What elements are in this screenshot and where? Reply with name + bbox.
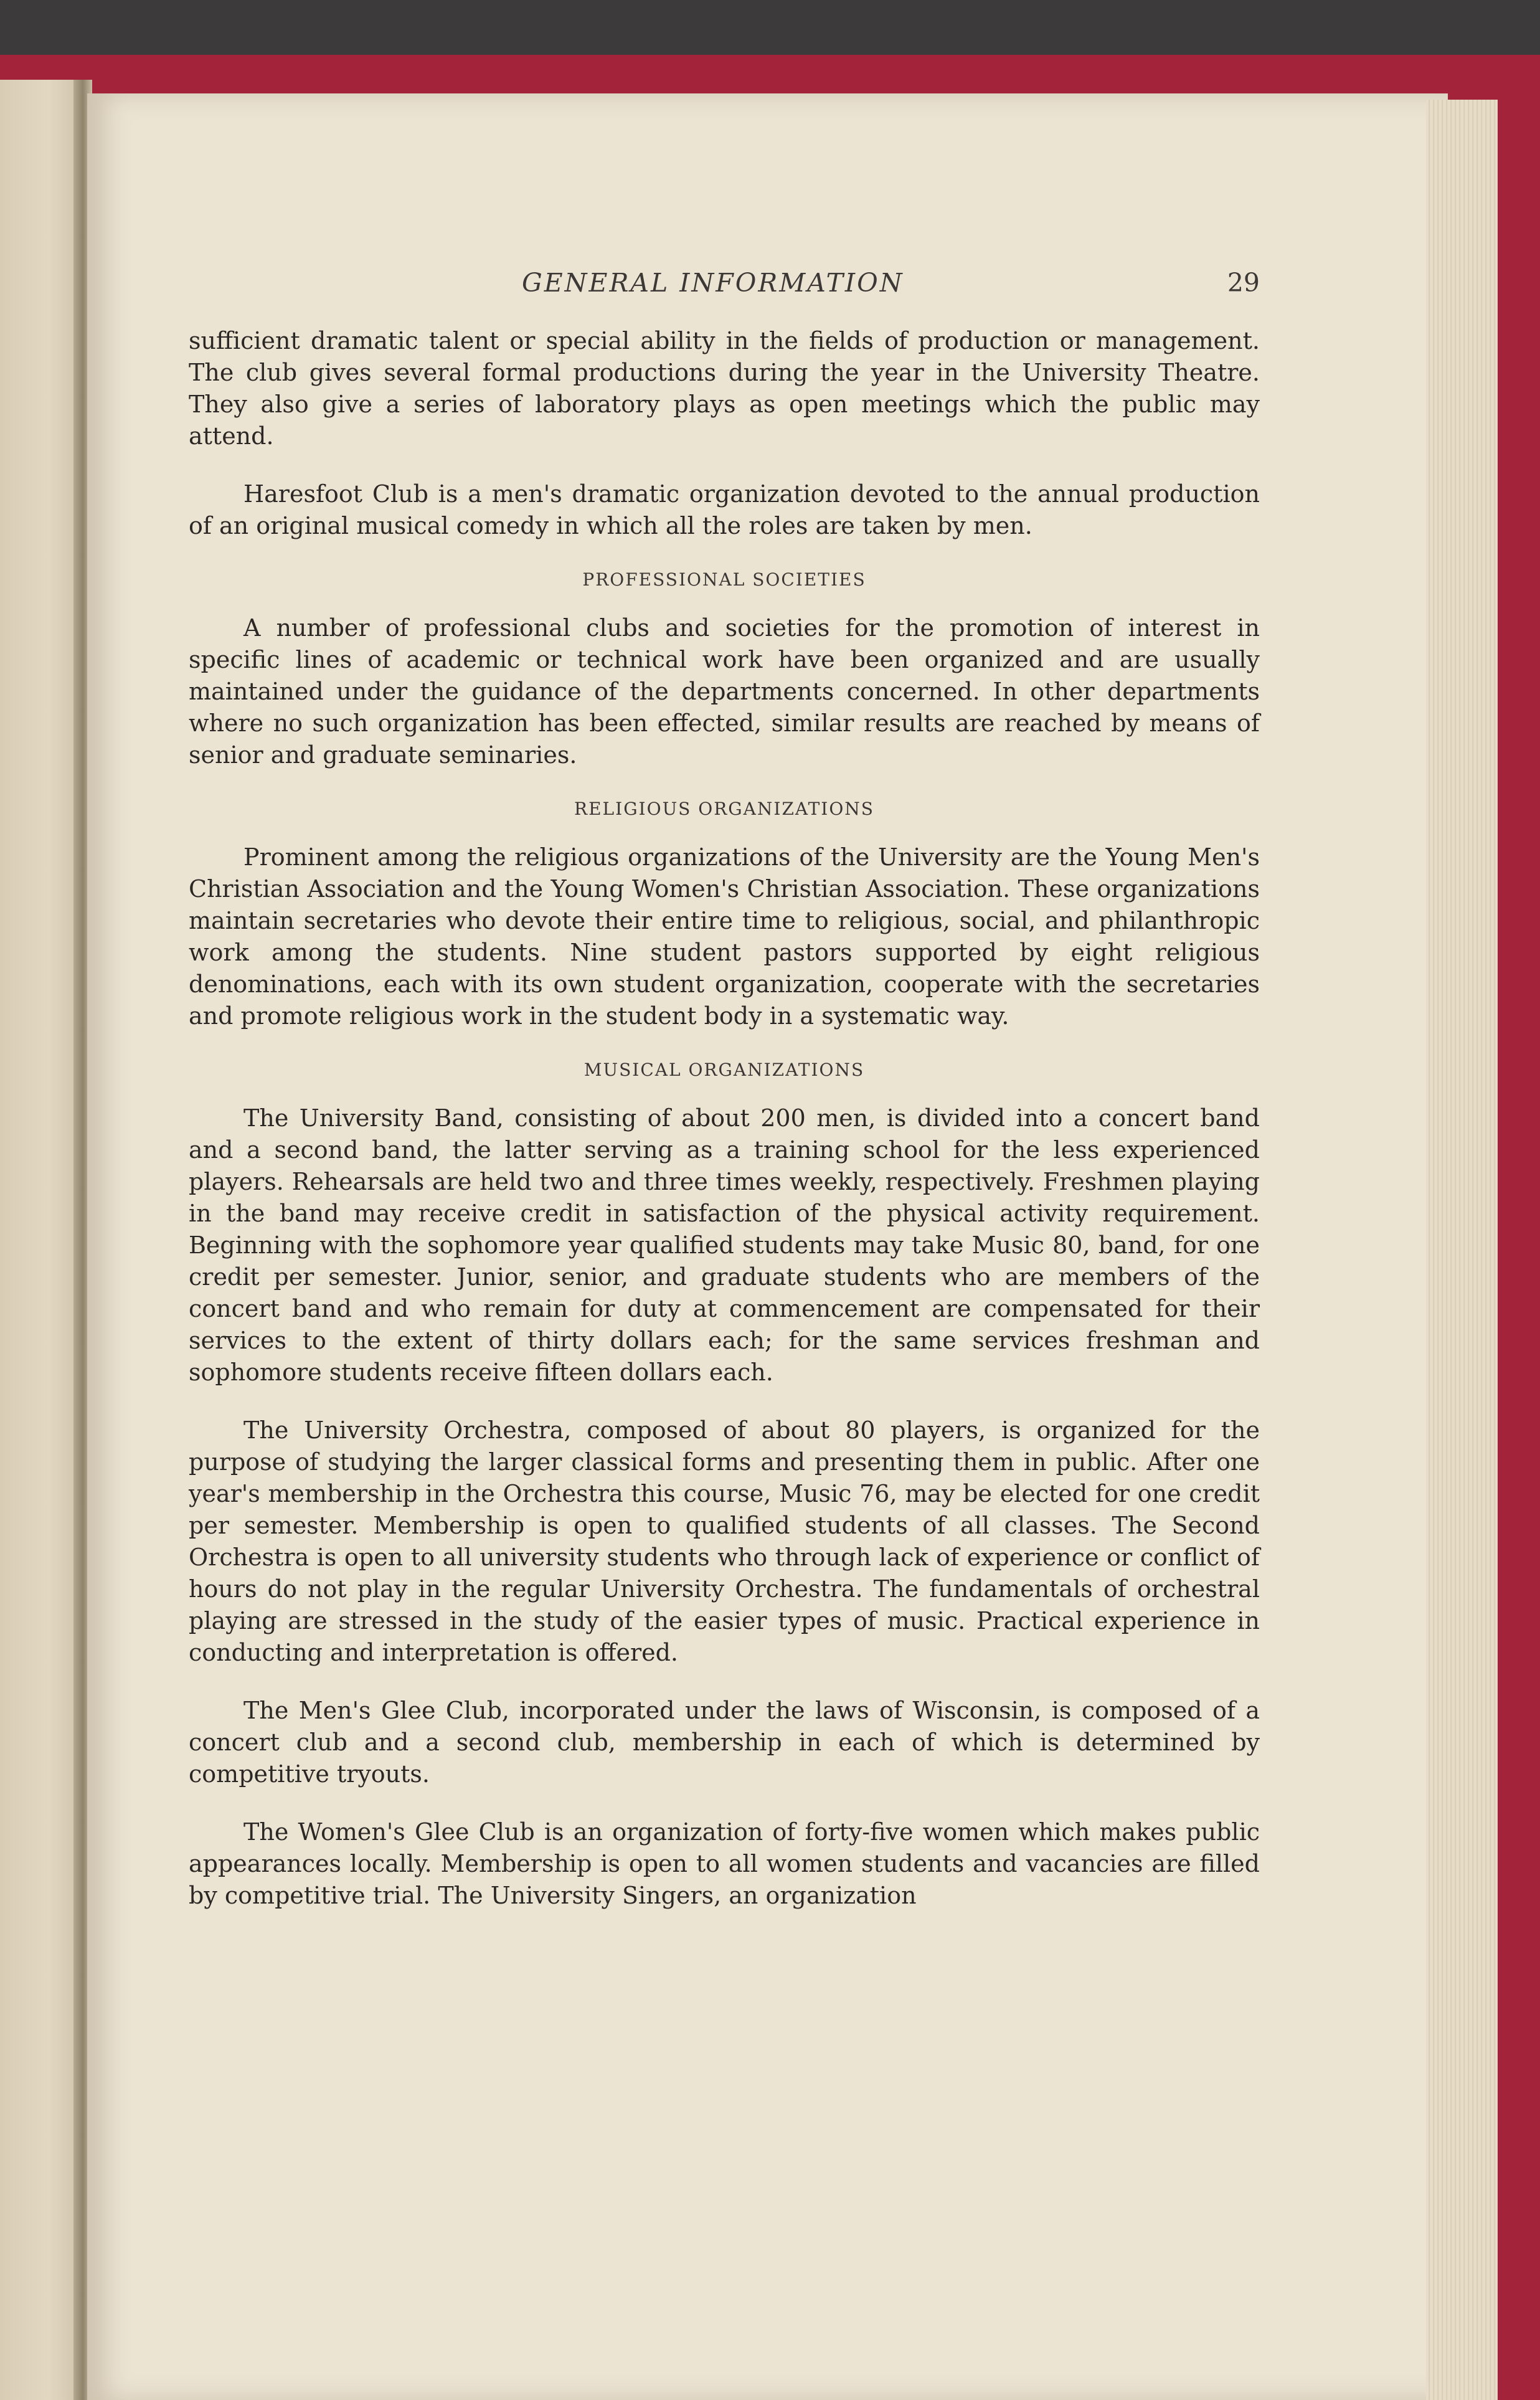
heading-religious-organizations: RELIGIOUS ORGANIZATIONS <box>574 799 874 819</box>
page-number: 29 <box>1227 268 1260 298</box>
paragraph-professional-societies: A number of professional clubs and societies for the promotion of interest in specific lines of academic or technical work have been organized and are usually maintained under the guidance of the departments concerned. In other departments where no such organization has been effected, similar results are reached by means of senior and graduate seminaries. <box>189 614 1260 769</box>
paragraph-religious-organizations: Prominent among the religious organizations of the University are the Young Men's Christian Association and the Young Women's Christian Association. These organizations maintain secretaries who devote their entire time to religious, social, and philanthropic work among the students. Nine student pastors supported by eight religious denominations, each with its own student organization, cooperate with the secretaries and promote religious work in the student body in a systematic way. <box>189 843 1260 1030</box>
page-stack-edges <box>1426 100 1498 2400</box>
paragraph-haresfoot: Haresfoot Club is a men's dramatic organization devoted to the annual production of an original musical comedy in which all the roles are taken by men. <box>189 480 1260 539</box>
page-text <box>189 262 1260 1938</box>
background-strip <box>0 0 1540 62</box>
heading-professional-societies: PROFESSIONAL SOCIETIES <box>582 569 866 590</box>
running-title: GENERAL INFORMATION <box>522 268 904 298</box>
paragraph-dramatic-continuation: sufficient dramatic talent or special ability in the fields of production or management. The club gives several formal productions during the year in the University Theatre. They also give a series of laboratory plays as open meetings which the public may attend. <box>189 327 1260 450</box>
paragraph-university-orchestra: The University Orchestra, composed of about 80 players, is organized for the purpose of studying the larger classical forms and presenting them in public. After one year's membership in the Orchestra this course, Music 76, may be elected for one credit per semester. Membership is open to qualified students of all classes. The Second Orchestra is open to all university students who through lack of experience or conflict of hours do not play in the regular University Orchestra. The fundamentals of orchestral playing are stressed in the study of the easier types of music. Practical experience in conducting and interpretation is offered. <box>189 1416 1260 1666</box>
paragraph-womens-glee-club: The Women's Glee Club is an organization of forty-five women which makes public appearances locally. Membership is open to all women students and vacancies are filled by competitive trial. The University Singers, an organization <box>189 1818 1260 1909</box>
heading-musical-organizations: MUSICAL ORGANIZATIONS <box>583 1060 865 1080</box>
paragraph-university-band: The University Band, consisting of about 200 men, is divided into a concert band and a second band, the latter serving as a training school for the less experienced players. Rehearsals are held two and three times weekly, respectively. Freshmen playing in the band may receive credit in satisfaction of the physical activity requirement. Beginning with the sophomore year qualified students may take Music 80, band, for one credit per semester. Junior, senior, and graduate students who are members of the concert band and who remain for duty at commencement are compensated for their services to the extent of thirty dollars each; for the same services freshman and sophomore students receive fifteen dollars each. <box>189 1104 1260 1386</box>
facing-page-edge <box>0 80 81 2400</box>
running-head <box>189 262 1260 299</box>
paragraph-mens-glee-club: The Men's Glee Club, incorporated under the laws of Wisconsin, is composed of a concert club and a second club, membership in each of which is determined by competitive tryouts. <box>189 1697 1260 1788</box>
